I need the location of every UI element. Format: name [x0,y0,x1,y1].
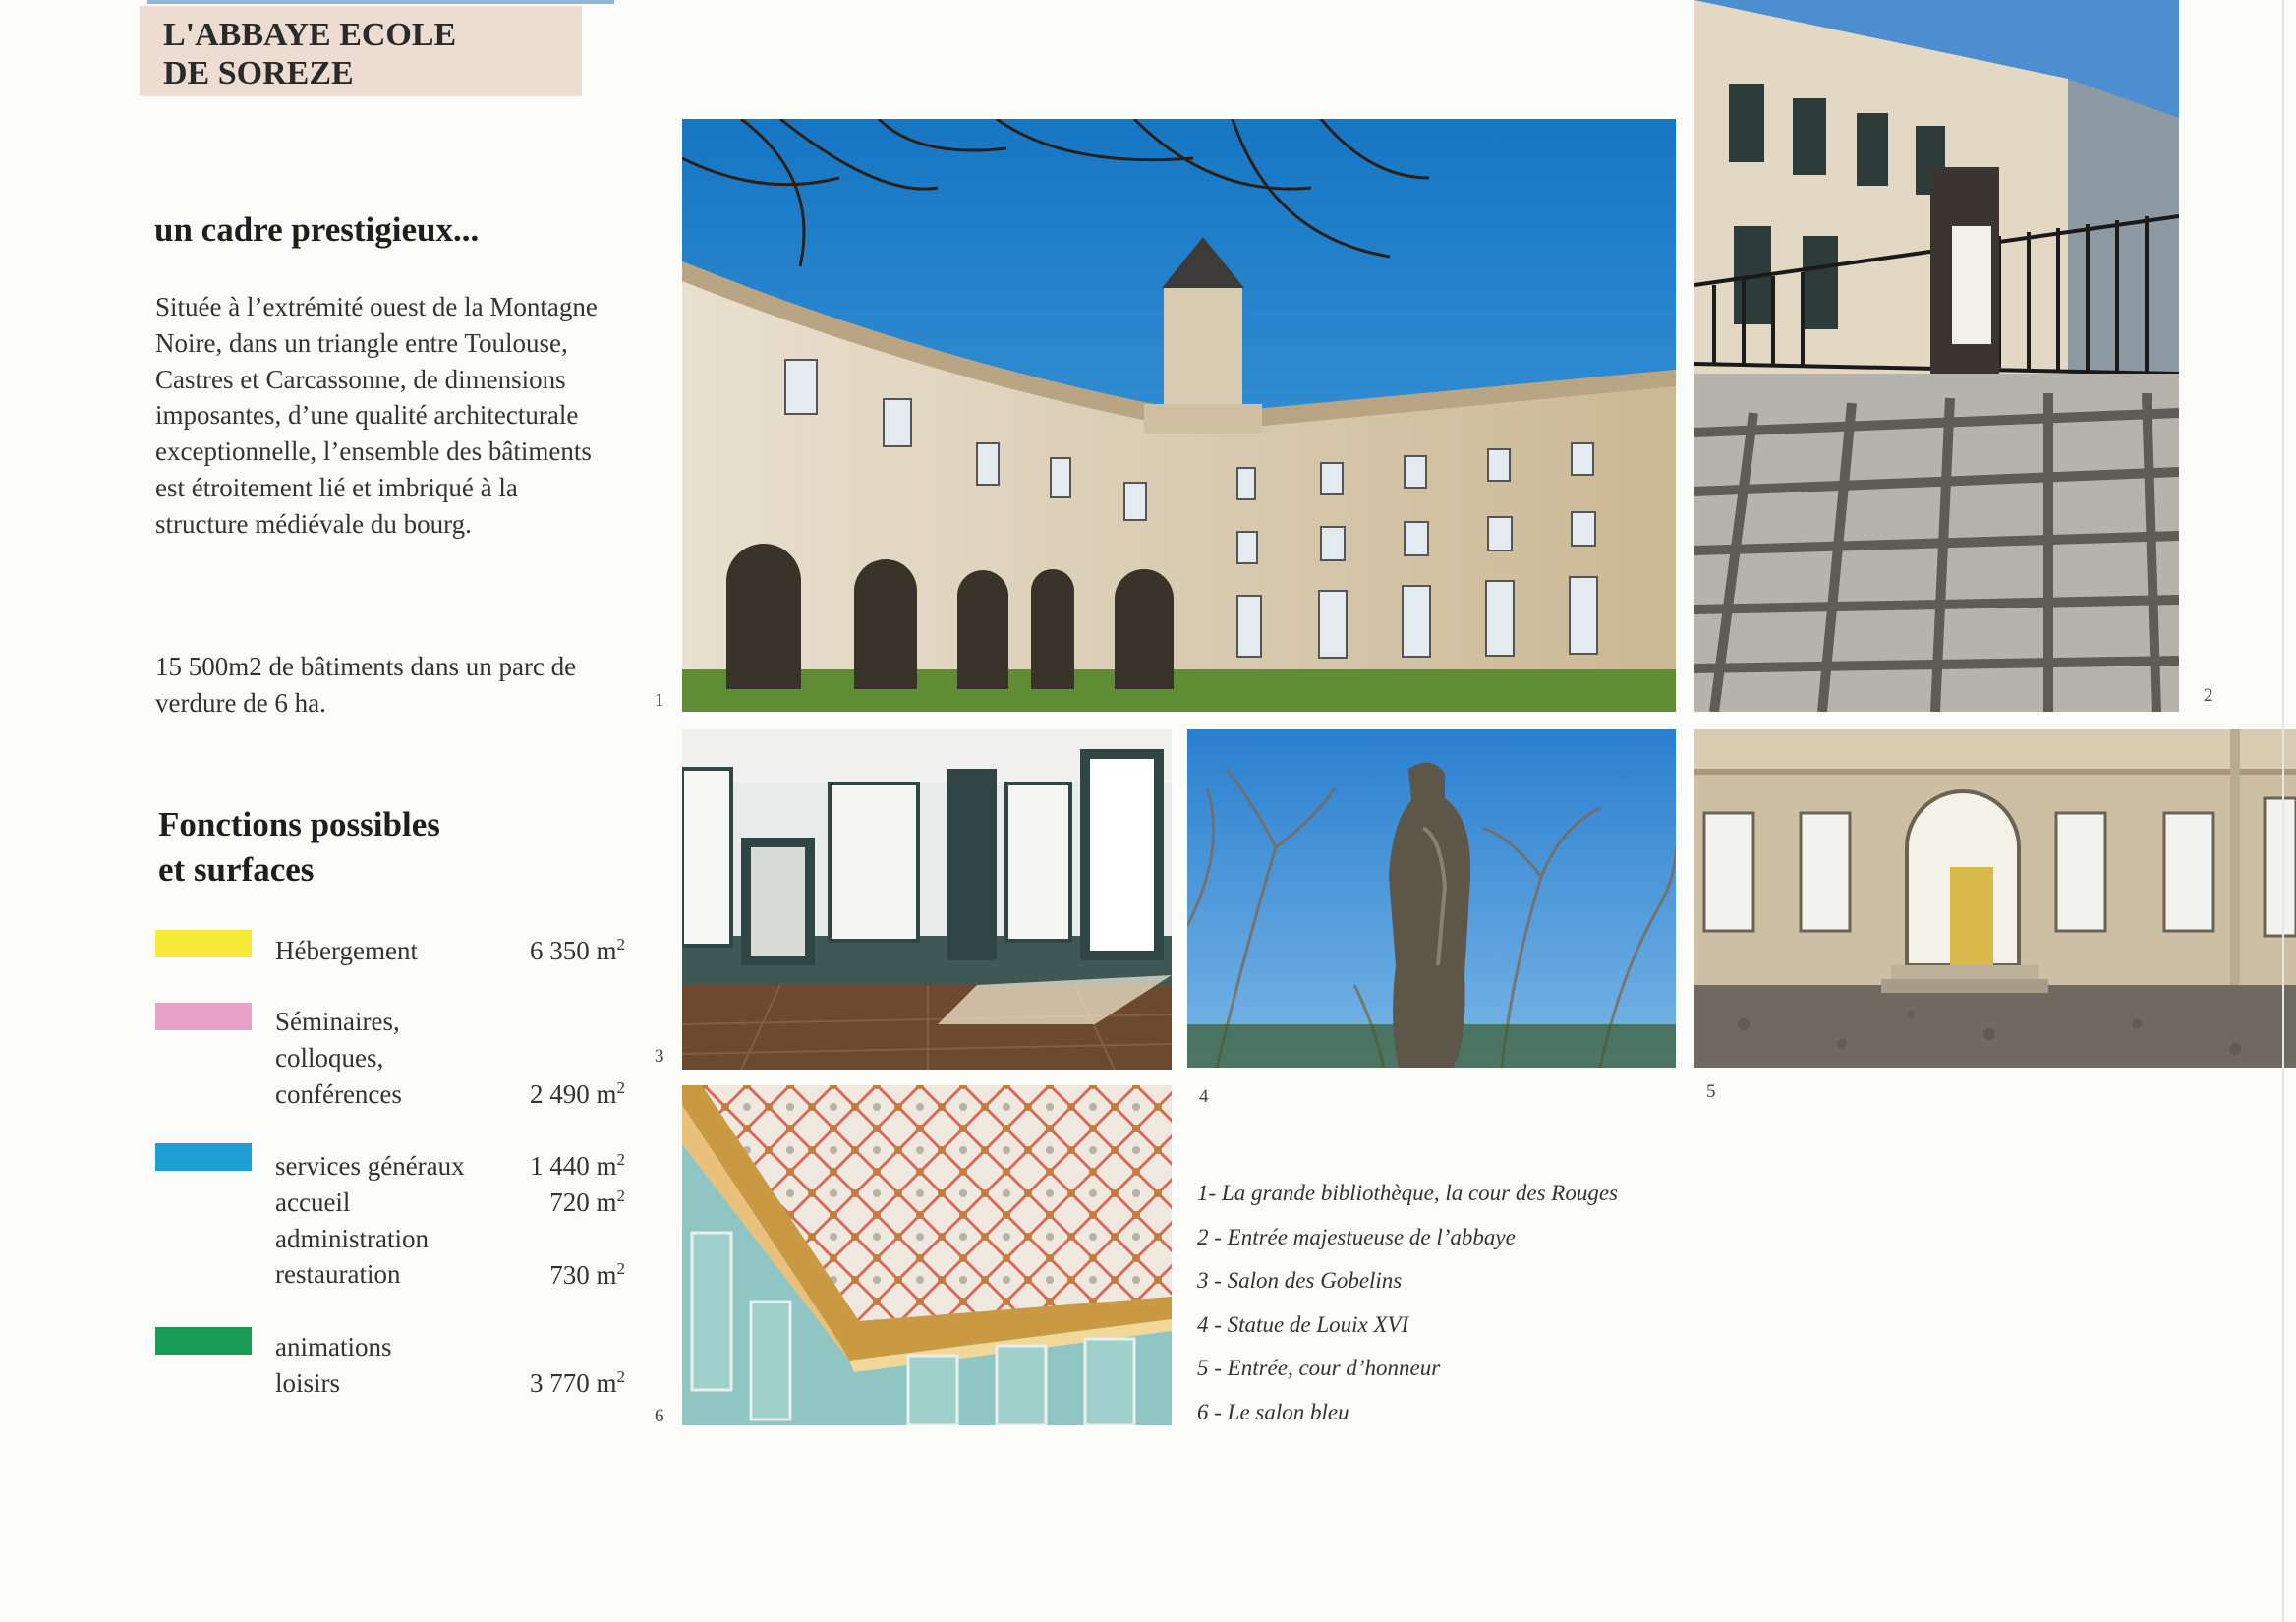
surface-value: 6 350 $m^2$ [529,935,625,965]
legend-swatch-yellow [155,930,252,957]
photo-number: 4 [1199,1086,1209,1107]
caption-item: 4 - Statue de Louix XVI [1197,1311,1409,1337]
surface-value: 1 440 $m^2$ [529,1150,625,1181]
intro-heading: un cadre prestigieux... [154,210,480,249]
legend-label-hebergement: Hébergement [275,936,418,965]
caption-item: 3 - Salon des Gobelins [1197,1268,1403,1294]
legend-label-services: services généraux accueil administration restauration [275,1151,465,1290]
legend-swatch-green [155,1327,252,1355]
photo-number: 2 [2204,685,2213,706]
photo-number: 1 [655,690,664,711]
functions-heading: Fonctions possibles et surfaces [158,805,440,889]
title-box [140,6,582,96]
intro-paragraph: Située à l’extrémité ouest de la Montagne Noire, dans un triangle entre Toulouse, Castres et Carcassonne, de dimensions imposantes, d’une qualité architecturale exceptionnelle, l’ensemble des bâtiments est étroitement lié et imbriqué à la structure médiévale du bourg. [155,292,598,539]
caption-item: 5 - Entrée, cour d’honneur [1197,1356,1441,1381]
photo-salon-gobelins [682,729,1172,1070]
legend-swatch-pink [155,1003,252,1030]
caption-item: 6 - Le salon bleu [1197,1399,1349,1424]
top-accent-line [147,0,614,4]
photo-salon-bleu [682,1085,1172,1425]
photo-courtyard-tower [682,119,1676,712]
photo-number: 6 [655,1406,664,1426]
photo-captions [1197,1172,1618,1435]
surface-paragraph: 15 500m2 de bâtiments dans un parc de verdure de 6 ha. [155,652,577,718]
legend-label-animations: animations loisirs [275,1332,392,1398]
legend-swatch-blue [155,1143,252,1171]
page-edge [2282,0,2284,1622]
photo-number: 3 [655,1046,664,1067]
surface-value: 720 $m^2$ [549,1187,625,1217]
surface-value: 730 $m^2$ [549,1259,625,1290]
caption-item: 1- La grande bibliothèque, la cour des Rouges [1197,1181,1619,1205]
photo-statue [1187,729,1676,1068]
surface-value: 3 770 $m^2$ [529,1367,625,1398]
legend-label-seminaires: Séminaires, colloques, conférences [275,1007,402,1109]
caption-item: 2 - Entrée majestueuse de l’abbaye [1197,1224,1516,1249]
photo-entrance-gate [1694,0,2179,712]
document-title: L'ABBAYE ECOLE DE SOREZE [163,17,457,91]
photo-number: 5 [1706,1081,1716,1102]
surface-value: 2 490 $m^2$ [529,1078,625,1109]
photo-cour-honneur [1694,729,2296,1068]
